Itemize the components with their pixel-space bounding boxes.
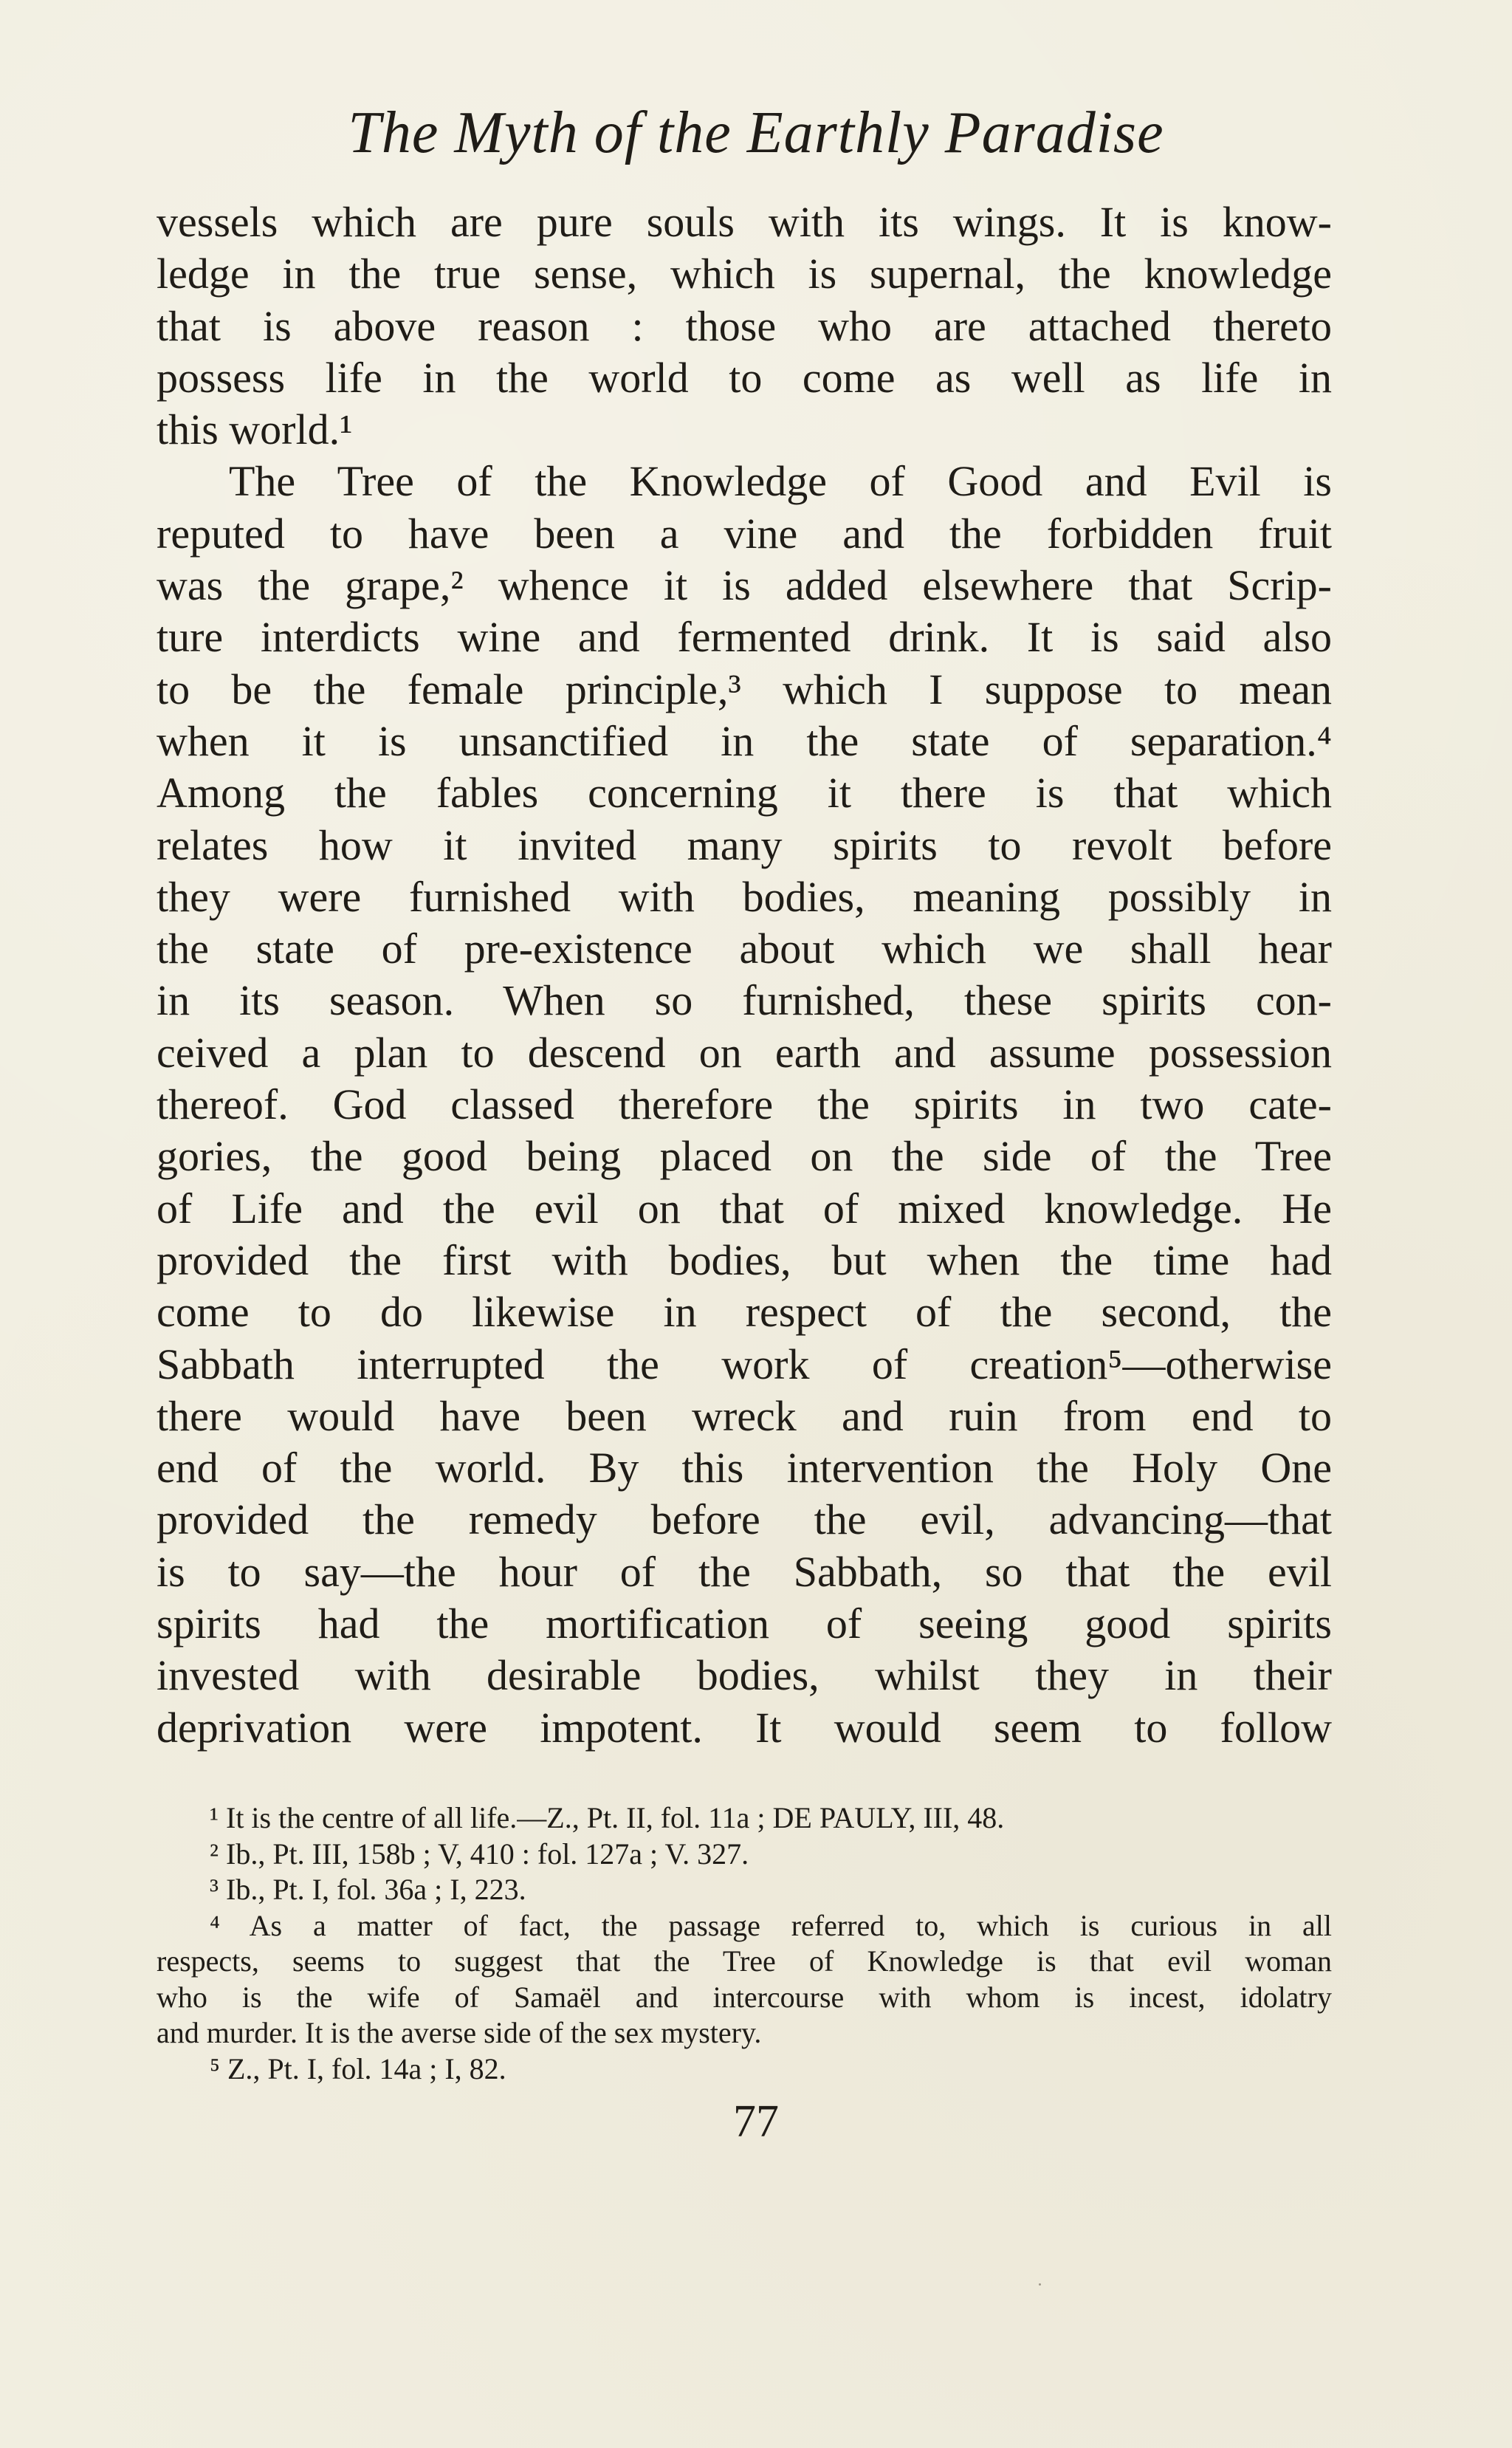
body-line: thereof. God classed therefore the spirits in two cate-: [157, 1080, 1332, 1129]
running-title: The Myth of the Earthly Paradise: [348, 100, 1164, 165]
body-line: reputed to have been a vine and the forbidden fruit: [157, 509, 1332, 558]
body-line: spirits had the mortification of seeing good spirits: [157, 1600, 1332, 1648]
footnote-line: ⁵ Z., Pt. I, fol. 14a ; I, 82.: [210, 2051, 506, 2085]
body-line: of Life and the evil on that of mixed knowledge. He: [157, 1184, 1332, 1232]
body-line: invested with desirable bodies, whilst they in their: [157, 1651, 1332, 1700]
footnote-line: who is the wife of Samaël and intercourse with whom is incest, idolatry: [157, 1980, 1332, 2014]
body-line: ceived a plan to descend on earth and assume possession: [157, 1028, 1332, 1077]
body-line: is to say—the hour of the Sabbath, so that the evil: [157, 1547, 1332, 1596]
body-line: there would have been wreck and ruin from end to: [157, 1391, 1332, 1440]
footnote-line: ¹ It is the centre of all life.—Z., Pt. II, fol. 11a ; DE PAULY, III, 48.: [210, 1801, 1005, 1834]
footnote-line: and murder. It is the averse side of the sex mystery.: [157, 2016, 762, 2049]
body-line: was the grape,² whence it is added elsewhere that Scrip-: [157, 561, 1332, 610]
footnotes: [157, 1800, 1332, 2087]
body-line: relates how it invited many spirits to revolt before: [157, 820, 1332, 869]
body-line: possess life in the world to come as well as life in: [157, 353, 1332, 402]
body-text: [157, 196, 1332, 1754]
body-line: The Tree of the Knowledge of Good and Evil is: [229, 457, 1332, 506]
page-number: 77: [733, 2096, 779, 2147]
body-line: Sabbath interrupted the work of creation⁵—otherwise: [157, 1340, 1332, 1388]
body-line: deprivation were impotent. It would seem to follow: [157, 1703, 1332, 1752]
body-line: when it is unsanctified in the state of separation.⁴: [157, 716, 1332, 765]
body-line: in its season. When so furnished, these spirits con-: [157, 976, 1332, 1025]
body-line: end of the world. By this intervention the Holy One: [157, 1444, 1332, 1492]
footnote-line: ³ Ib., Pt. I, fol. 36a ; I, 223.: [210, 1873, 526, 1906]
body-line: to be the female principle,³ which I suppose to mean: [157, 665, 1332, 713]
body-line: the state of pre-existence about which we shall hear: [157, 925, 1332, 973]
body-line: ledge in the true sense, which is supernal, the knowledge: [157, 250, 1332, 298]
body-line: ture interdicts wine and fermented drink. It is said also: [157, 613, 1332, 662]
body-line: this world.¹: [157, 405, 353, 454]
body-line: gories, the good being placed on the side of the Tree: [157, 1132, 1332, 1181]
body-line: come to do likewise in respect of the second, the: [157, 1288, 1332, 1337]
body-line: provided the first with bodies, but when the time had: [157, 1235, 1332, 1284]
body-line: that is above reason : those who are attached thereto: [157, 301, 1332, 350]
footnote-line: ² Ib., Pt. III, 158b ; V, 410 : fol. 127a ; V. 327.: [210, 1837, 749, 1871]
body-line: vessels which are pure souls with its wings. It is know-: [157, 198, 1332, 246]
body-line: provided the remedy before the evil, advancing—that: [157, 1495, 1332, 1544]
footnote-line: respects, seems to suggest that the Tree of Knowledge is that evil woman: [157, 1944, 1332, 1978]
paper-speck: [1039, 2283, 1041, 2286]
body-line: they were furnished with bodies, meaning possibly in: [157, 872, 1332, 921]
footnote-line: ⁴ As a matter of fact, the passage referred to, which is curious in all: [210, 1908, 1332, 1942]
body-line: Among the fables concerning it there is that which: [157, 769, 1332, 817]
